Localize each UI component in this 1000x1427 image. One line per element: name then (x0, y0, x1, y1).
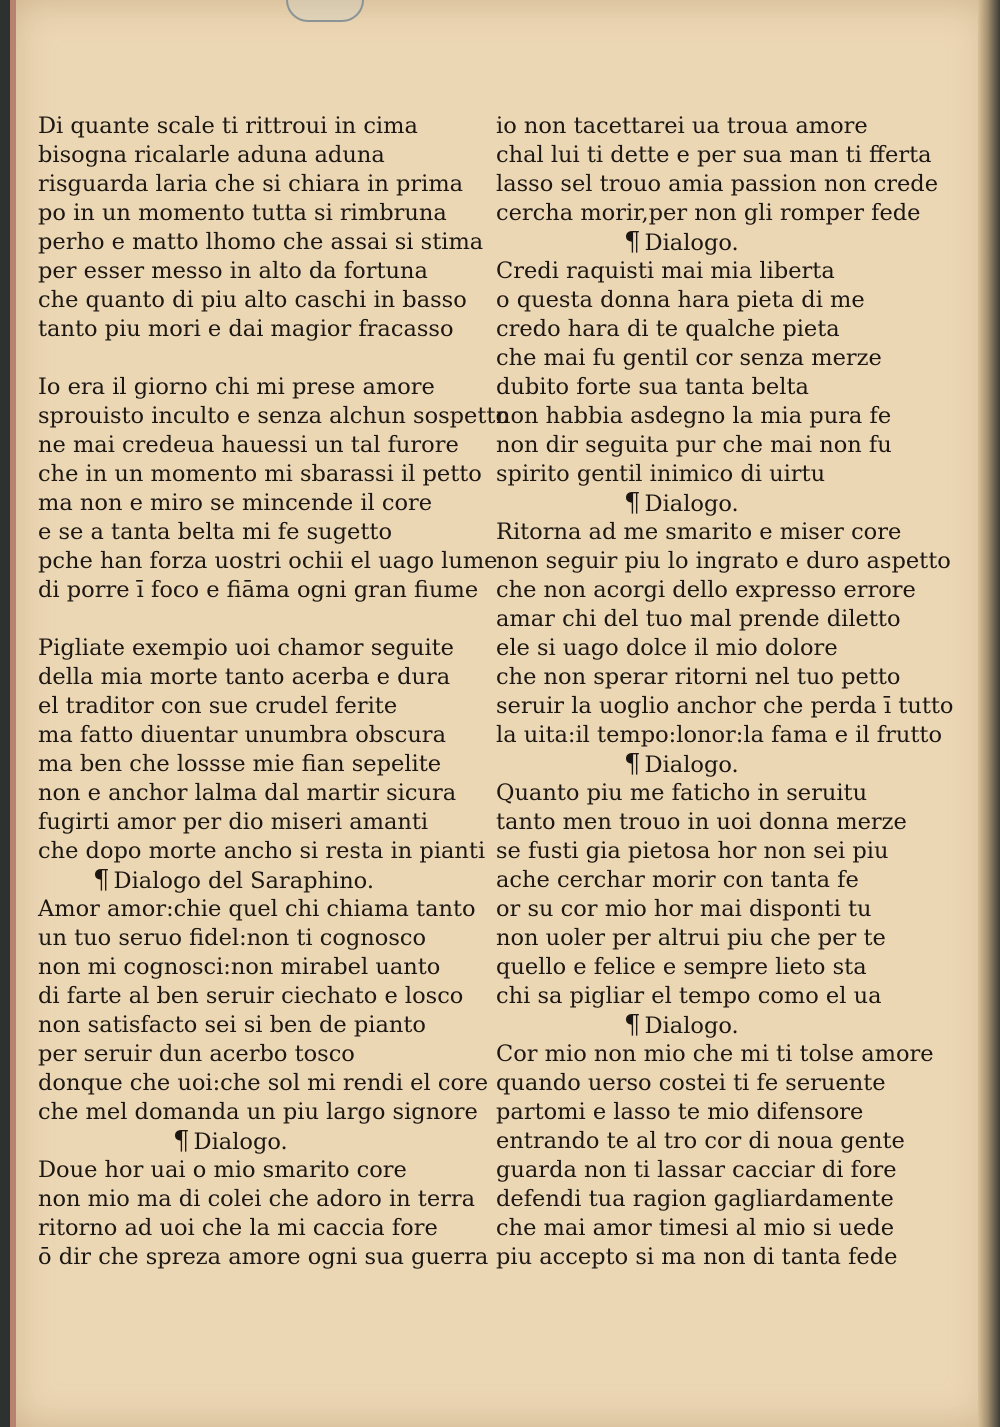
verse-line: o questa donna hara pieta di me (496, 287, 865, 313)
verse-line: cercha morir,per non gli romper fede (496, 200, 921, 226)
dialogo-heading (496, 489, 936, 518)
verse-line: ne mai credeua hauessi un tal furore (38, 432, 459, 458)
verse-line: spirito gentil inimico di uirtu (496, 461, 826, 487)
verse-line: chi sa pigliar el tempo como el ua (496, 983, 882, 1009)
verse-line: Io era il giorno chi mi prese amore (38, 374, 435, 400)
verse-line: non habbia asdegno la mia pura fe (496, 403, 892, 429)
verse-line: Di quante scale ti rittroui in cima (38, 113, 418, 139)
right-text-column (496, 112, 954, 1272)
verse-line: la uita:il tempo:lonor:la fama e il frutto (496, 722, 942, 748)
heading-text: Dialogo. (644, 230, 739, 256)
verse-line: or su cor mio hor mai disponti tu (496, 896, 872, 922)
verse-line: seruir la uoglio anchor che perda ī tutto (496, 693, 954, 719)
pilcrow-icon: ¶ (624, 488, 641, 518)
verse-line: Pigliate exempio uoi chamor seguite (38, 635, 454, 661)
verse-line: piu accepto si ma non di tanta fede (496, 1244, 898, 1270)
verse-line: non dir seguita pur che mai non fu (496, 432, 892, 458)
verse-line: se fusti gia pietosa hor non sei piu (496, 838, 889, 864)
verse-line: non uoler per altrui piu che per te (496, 925, 886, 951)
verse-line: per esser messo in alto da fortuna (38, 258, 428, 284)
verse-line: che mai fu gentil cor senza merze (496, 345, 882, 371)
verse-line: Cor mio non mio che mi ti tolse amore (496, 1041, 934, 1067)
paper-clip (286, 0, 364, 22)
verse-line: di farte al ben seruir ciechato e losco (38, 983, 464, 1009)
verse-line: Quanto piu me faticho in seruitu (496, 780, 868, 806)
verse-line: che quanto di piu alto caschi in basso (38, 287, 467, 313)
dialogo-heading (496, 228, 936, 257)
pilcrow-icon: ¶ (173, 1126, 190, 1156)
verse-line: partomi e lasso te mio difensore (496, 1099, 864, 1125)
verse-line: tanto piu mori e dai magior fracasso (38, 316, 454, 342)
dialogo-heading (38, 1127, 478, 1156)
pilcrow-icon: ¶ (93, 865, 110, 895)
verse-line: sprouisto inculto e senza alchun sospetto (38, 403, 510, 429)
verse-line: ma non e miro se mincende il core (38, 490, 433, 516)
heading-text: Dialogo del Saraphino. (113, 868, 374, 894)
verse-line: che mel domanda un piu largo signore (38, 1099, 478, 1125)
verse-line: lasso sel trouo amia passion non crede (496, 171, 939, 197)
verse-line: pche han forza uostri ochii el uago lume (38, 548, 498, 574)
verse-line: guarda non ti lassar cacciar di fore (496, 1157, 897, 1183)
verse-line: di porre ī foco e fiāma ogni gran fiume (38, 577, 479, 603)
verse-line: che non acorgi dello expresso errore (496, 577, 916, 603)
verse-line: non seguir piu lo ingrato e duro aspetto (496, 548, 951, 574)
verse-line: un tuo seruo fidel:non ti cognosco (38, 925, 427, 951)
stanza-break (38, 344, 478, 373)
verse-line: Doue hor uai o mio smarito core (38, 1157, 407, 1183)
dialogo-heading (38, 866, 478, 895)
verse-line: non satisfacto sei si ben de pianto (38, 1012, 426, 1038)
verse-line: Credi raquisti mai mia liberta (496, 258, 835, 284)
verse-line: che non sperar ritorni nel tuo petto (496, 664, 901, 690)
verse-line: perho e matto lhomo che assai si stima (38, 229, 484, 255)
page-right-edge (978, 0, 1000, 1427)
verse-line: dubito forte sua tanta belta (496, 374, 809, 400)
verse-line: e se a tanta belta mi fe sugetto (38, 519, 392, 545)
heading-text: Dialogo. (644, 1013, 739, 1039)
verse-line: el traditor con sue crudel ferite (38, 693, 398, 719)
verse-line: po in un momento tutta si rimbruna (38, 200, 447, 226)
verse-line: amar chi del tuo mal prende diletto (496, 606, 901, 632)
verse-line: non mio ma di colei che adoro in terra (38, 1186, 476, 1212)
verse-line: credo hara di te qualche pieta (496, 316, 840, 342)
page-left-edge (10, 0, 16, 1427)
verse-line: io non tacettarei ua troua amore (496, 113, 868, 139)
heading-text: Dialogo. (193, 1129, 288, 1155)
verse-line: entrando te al tro cor di noua gente (496, 1128, 905, 1154)
verse-line: chal lui ti dette e per sua man ti fferta (496, 142, 932, 168)
verse-line: che in un momento mi sbarassi il petto (38, 461, 482, 487)
verse-line: che dopo morte ancho si resta in pianti (38, 838, 486, 864)
verse-line: risguarda laria che si chiara in prima (38, 171, 464, 197)
stanza-break (38, 605, 478, 634)
verse-line: tanto men trouo in uoi donna merze (496, 809, 907, 835)
dialogo-heading (496, 750, 936, 779)
verse-line: donque che uoi:che sol mi rendi el core (38, 1070, 489, 1096)
verse-line: quello e felice e sempre lieto sta (496, 954, 867, 980)
pilcrow-icon: ¶ (624, 749, 641, 779)
verse-line: ma fatto diuentar unumbra obscura (38, 722, 446, 748)
verse-line: della mia morte tanto acerba e dura (38, 664, 451, 690)
verse-line: fugirti amor per dio miseri amanti (38, 809, 429, 835)
dialogo-heading (496, 1011, 936, 1040)
pilcrow-icon: ¶ (624, 227, 641, 257)
verse-line: ō dir che spreza amore ogni sua guerra (38, 1244, 489, 1270)
verse-line: che mai amor timesi al mio si uede (496, 1215, 895, 1241)
verse-line: non mi cognosci:non mirabel uanto (38, 954, 441, 980)
verse-line: Amor amor:chie quel chi chiama tanto (38, 896, 476, 922)
verse-line: defendi tua ragion gagliardamente (496, 1186, 894, 1212)
verse-line: non e anchor lalma dal martir sicura (38, 780, 457, 806)
verse-line: ma ben che lossse mie fian sepelite (38, 751, 442, 777)
verse-line: ritorno ad uoi che la mi caccia fore (38, 1215, 438, 1241)
verse-line: quando uerso costei ti fe seruente (496, 1070, 886, 1096)
left-text-column (38, 112, 510, 1272)
pilcrow-icon: ¶ (624, 1010, 641, 1040)
verse-line: Ritorna ad me smarito e miser core (496, 519, 902, 545)
verse-line: per seruir dun acerbo tosco (38, 1041, 355, 1067)
heading-text: Dialogo. (644, 491, 739, 517)
heading-text: Dialogo. (644, 752, 739, 778)
verse-line: ele si uago dolce il mio dolore (496, 635, 838, 661)
verse-line: ache cerchar morir con tanta fe (496, 867, 859, 893)
verse-line: bisogna ricalarle aduna aduna (38, 142, 385, 168)
